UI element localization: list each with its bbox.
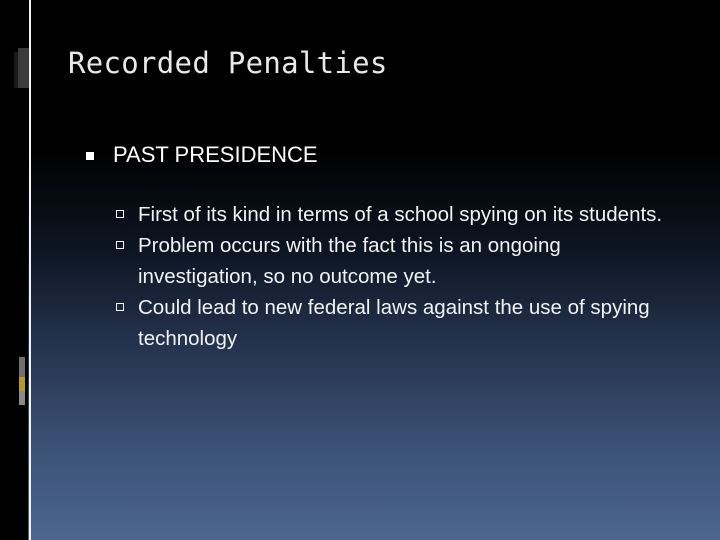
slide-title: Recorded Penalties [68, 46, 388, 80]
sub-bullet-text: Problem occurs with the fact this is an ongoing investigation, so no outcome yet. [138, 234, 561, 288]
main-bullet [86, 142, 318, 168]
sub-bullet [116, 292, 676, 354]
title-accent-shadow [14, 52, 18, 88]
side-accent-mark [19, 377, 25, 391]
hollow-square-bullet-icon [116, 210, 124, 218]
side-accent-mark [19, 357, 25, 377]
square-bullet-icon [86, 152, 94, 160]
title-accent-bar [18, 48, 29, 88]
sub-bullet-list [116, 199, 676, 354]
rail-divider-line [29, 0, 31, 540]
sub-bullet [116, 199, 676, 230]
main-bullet-text: PAST PRESIDENCE [113, 142, 318, 167]
sub-bullet-text: First of its kind in terms of a school spying on its students. [138, 203, 663, 226]
hollow-square-bullet-icon [116, 241, 124, 249]
sub-bullet [116, 230, 676, 292]
side-accent-mark [19, 391, 25, 405]
hollow-square-bullet-icon [116, 303, 124, 311]
sub-bullet-text: Could lead to new federal laws against the use of spying technology [138, 296, 650, 350]
